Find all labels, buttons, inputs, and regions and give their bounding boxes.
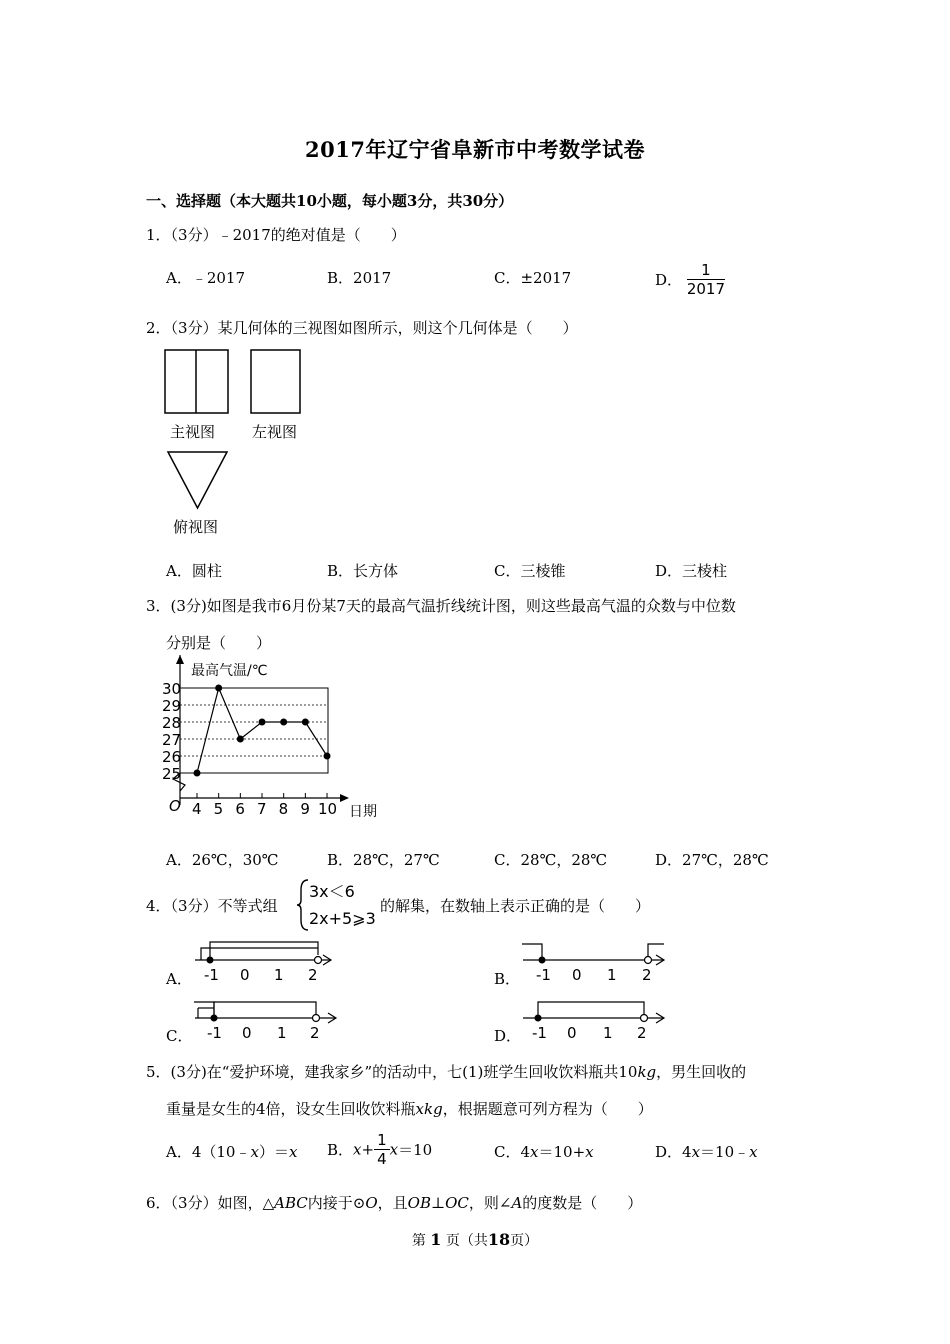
q5-option-b-plus: + [361, 1140, 375, 1159]
q5-option-a-x2: x [288, 1143, 298, 1161]
q5-option-b-post: ＝10 [398, 1141, 433, 1159]
data-point [302, 719, 309, 726]
chart-x-arrow [340, 794, 349, 802]
y-tick-label: 27 [162, 731, 182, 749]
q6-triangle-abc: ABC [274, 1194, 308, 1212]
q3-option-b: B．28℃，27℃ [327, 851, 440, 869]
q4-option-b: B． [494, 970, 521, 988]
q1-option-d [655, 261, 725, 298]
page-title: 2017年辽宁省阜新市中考数学试卷 [305, 137, 645, 162]
q4-number-line-b [518, 936, 668, 984]
q2-option-c: C．三棱锥 [494, 562, 566, 580]
q1-option-a: A．﹣2017 [166, 269, 246, 287]
q5-option-b [327, 1131, 432, 1168]
chart-x-ticks [192, 793, 337, 818]
q5-option-d-x2: x [749, 1143, 758, 1161]
x-tick-label: 9 [300, 800, 310, 818]
q5-stem-line2-pre: 重量是女生的4倍，设女生回收饮料瓶 [166, 1100, 416, 1118]
chart-x-label: 日期 [349, 804, 377, 820]
q4-system-brace [296, 878, 310, 932]
q6-circle-o: O [365, 1194, 378, 1212]
y-tick-label: 26 [162, 748, 182, 766]
q3-temperature-line-chart [155, 655, 395, 825]
q6-stem-post: 的度数是（ ） [522, 1194, 643, 1212]
tick-label: -1 [532, 1024, 547, 1042]
chart-grid [180, 705, 328, 756]
front-view-label: 主视图 [170, 423, 216, 441]
tick-label: 1 [277, 1024, 287, 1042]
q5-option-c-label: C．4 [494, 1143, 531, 1161]
q3-stem-line2: 分别是（ ） [166, 634, 272, 652]
q4-option-a: A． [166, 970, 192, 988]
q4-inequality-1: 3x＜6 [309, 882, 355, 901]
q6-mid1: 内接于⊙ [307, 1194, 366, 1212]
footer-pre: 第 [411, 1233, 426, 1249]
x-tick-label: 7 [257, 800, 267, 818]
q3-option-c: C．28℃，28℃ [494, 851, 608, 869]
q2-option-d: D．三棱柱 [655, 562, 728, 580]
q6-ob: OB [407, 1194, 431, 1212]
chart-series [194, 685, 331, 777]
section-heading: 一、选择题（本大题共10小题，每小题3分，共30分） [146, 192, 514, 210]
data-point [237, 736, 244, 743]
data-point [259, 719, 266, 726]
q5-option-d-post: ＝10﹣ [700, 1143, 750, 1161]
q5-option-b-x2: x [389, 1140, 399, 1159]
q1-option-d-fraction [687, 261, 725, 298]
tick-label: 2 [642, 966, 652, 984]
q1-option-d-label: D． [655, 271, 683, 289]
q3-option-a: A．26℃，30℃ [166, 851, 279, 869]
q6-oc: OC [445, 1194, 469, 1212]
q6-angle-a: A [511, 1194, 523, 1212]
q5-option-a [166, 1141, 297, 1162]
q5-stem-line2 [166, 1098, 653, 1119]
x-tick-label: 5 [213, 800, 224, 818]
tick-label: 0 [572, 966, 582, 984]
y-tick-label: 28 [162, 714, 182, 732]
q3-option-d: D．27℃，28℃ [655, 851, 769, 869]
footer-post: 页） [510, 1233, 539, 1249]
q6-stem [146, 1192, 642, 1213]
x-tick-label: 10 [318, 800, 338, 818]
y-tick-label: 25 [162, 765, 182, 783]
q4-number-line-a [190, 936, 340, 984]
q2-option-a: A．圆柱 [166, 562, 222, 580]
left-view-rect [251, 350, 300, 413]
q6-mid3: ，则∠ [468, 1194, 512, 1212]
q1-stem: 1．（3分）﹣2017的绝对值是（ ） [146, 226, 406, 244]
chart-y-arrow [176, 655, 184, 664]
q6-perp: ⊥ [430, 1194, 446, 1212]
q5-stem-line1-post: ，男生回收的 [656, 1063, 747, 1081]
footer-total-pages: 18 [487, 1230, 511, 1249]
q5-option-b-x1: x [353, 1140, 362, 1159]
q5-option-a-post: ）＝ [258, 1143, 289, 1161]
q4-stem-post: 的解集，在数轴上表示正确的是（ ） [380, 897, 651, 915]
q5-stem-line1 [146, 1061, 746, 1082]
tick-label: 1 [274, 966, 284, 984]
q5-option-c-x1: x [530, 1143, 539, 1161]
footer-mid: 页（共 [445, 1233, 488, 1249]
chart-y-ticks [162, 680, 181, 783]
q5-option-b-label: B． [327, 1141, 354, 1159]
left-view-label: 左视图 [252, 423, 298, 441]
q1-option-b: B．2017 [327, 269, 392, 287]
q5-stem-line2-post: ，根据题意可列方程为（ ） [442, 1100, 653, 1118]
tick-label: -1 [536, 966, 551, 984]
q5-option-c-post: ＝10+ [538, 1143, 586, 1161]
q5-option-c-x2: x [585, 1143, 594, 1161]
top-view-triangle [168, 452, 227, 508]
chart-y-label: 最高气温/℃ [191, 663, 268, 679]
tick-label: 1 [607, 966, 617, 984]
q5-option-d-label: D．4 [655, 1143, 692, 1161]
chart-plot-frame [180, 688, 328, 773]
q5-option-b-fraction [374, 1131, 390, 1168]
q3-stem-line1: 3．(3分)如图是我市6月份某7天的最高气温折线统计图，则这些最高气温的众数与中位数 [146, 597, 736, 615]
tick-label: 1 [603, 1024, 613, 1042]
q6-mid2: ，且 [377, 1194, 408, 1212]
q4-number-line-d [518, 994, 668, 1042]
data-point [280, 719, 287, 726]
q5-option-a-pre: A．4（10﹣ [166, 1143, 251, 1161]
x-tick-label: 4 [192, 800, 202, 818]
tick-label: -1 [204, 966, 219, 984]
tick-label: 2 [310, 1024, 320, 1042]
tick-label: 2 [308, 966, 318, 984]
q2-three-view-figure [160, 345, 320, 540]
x-tick-label: 8 [278, 800, 289, 818]
y-tick-label: 30 [162, 680, 182, 698]
q5-var-x: x [415, 1100, 425, 1118]
q5-option-a-x1: x [250, 1143, 259, 1161]
q6-stem-pre: 6．（3分）如图，△ [146, 1194, 275, 1212]
q4-option-d: D． [494, 1027, 522, 1045]
q1-option-d-numerator: 1 [687, 261, 725, 280]
x-tick-label: 6 [235, 800, 245, 818]
q5-stem-line1-pre: 5．(3分)在“爱护环境，建我家乡”的活动中，七(1)班学生回收饮料瓶共10 [146, 1063, 638, 1081]
q5-option-b-numerator: 1 [374, 1131, 390, 1150]
data-point [194, 770, 201, 777]
q5-option-d [655, 1141, 758, 1162]
footer-page-number: 1 [430, 1230, 442, 1249]
q4-option-c: C． [166, 1027, 193, 1045]
q2-option-b: B．长方体 [327, 562, 399, 580]
q5-option-c [494, 1141, 594, 1162]
top-view-label: 俯视图 [173, 518, 219, 536]
q1-option-d-denominator: 2017 [686, 280, 725, 298]
q2-stem: 2．（3分）某几何体的三视图如图所示，则这个几何体是（ ） [146, 319, 578, 337]
q5-unit: kg [637, 1063, 657, 1081]
q5-option-b-denominator: 4 [377, 1150, 387, 1168]
tick-label: 0 [567, 1024, 577, 1042]
q5-option-d-x1: x [691, 1143, 701, 1161]
page-footer [0, 1230, 950, 1250]
q1-option-c: C．±2017 [494, 269, 572, 287]
q4-number-line-c [190, 994, 340, 1042]
tick-label: -1 [207, 1024, 222, 1042]
tick-label: 0 [242, 1024, 252, 1042]
chart-origin-label: O [169, 797, 181, 815]
y-tick-label: 29 [162, 697, 182, 715]
data-point [215, 685, 222, 692]
data-point [324, 753, 331, 760]
tick-label: 0 [240, 966, 250, 984]
q4-inequality-2: 2x+5⩾3 [309, 909, 376, 928]
tick-label: 2 [637, 1024, 647, 1042]
series-line [197, 688, 327, 773]
q5-unit-2: kg [424, 1100, 443, 1118]
q4-stem-pre: 4．（3分）不等式组 [146, 897, 278, 915]
